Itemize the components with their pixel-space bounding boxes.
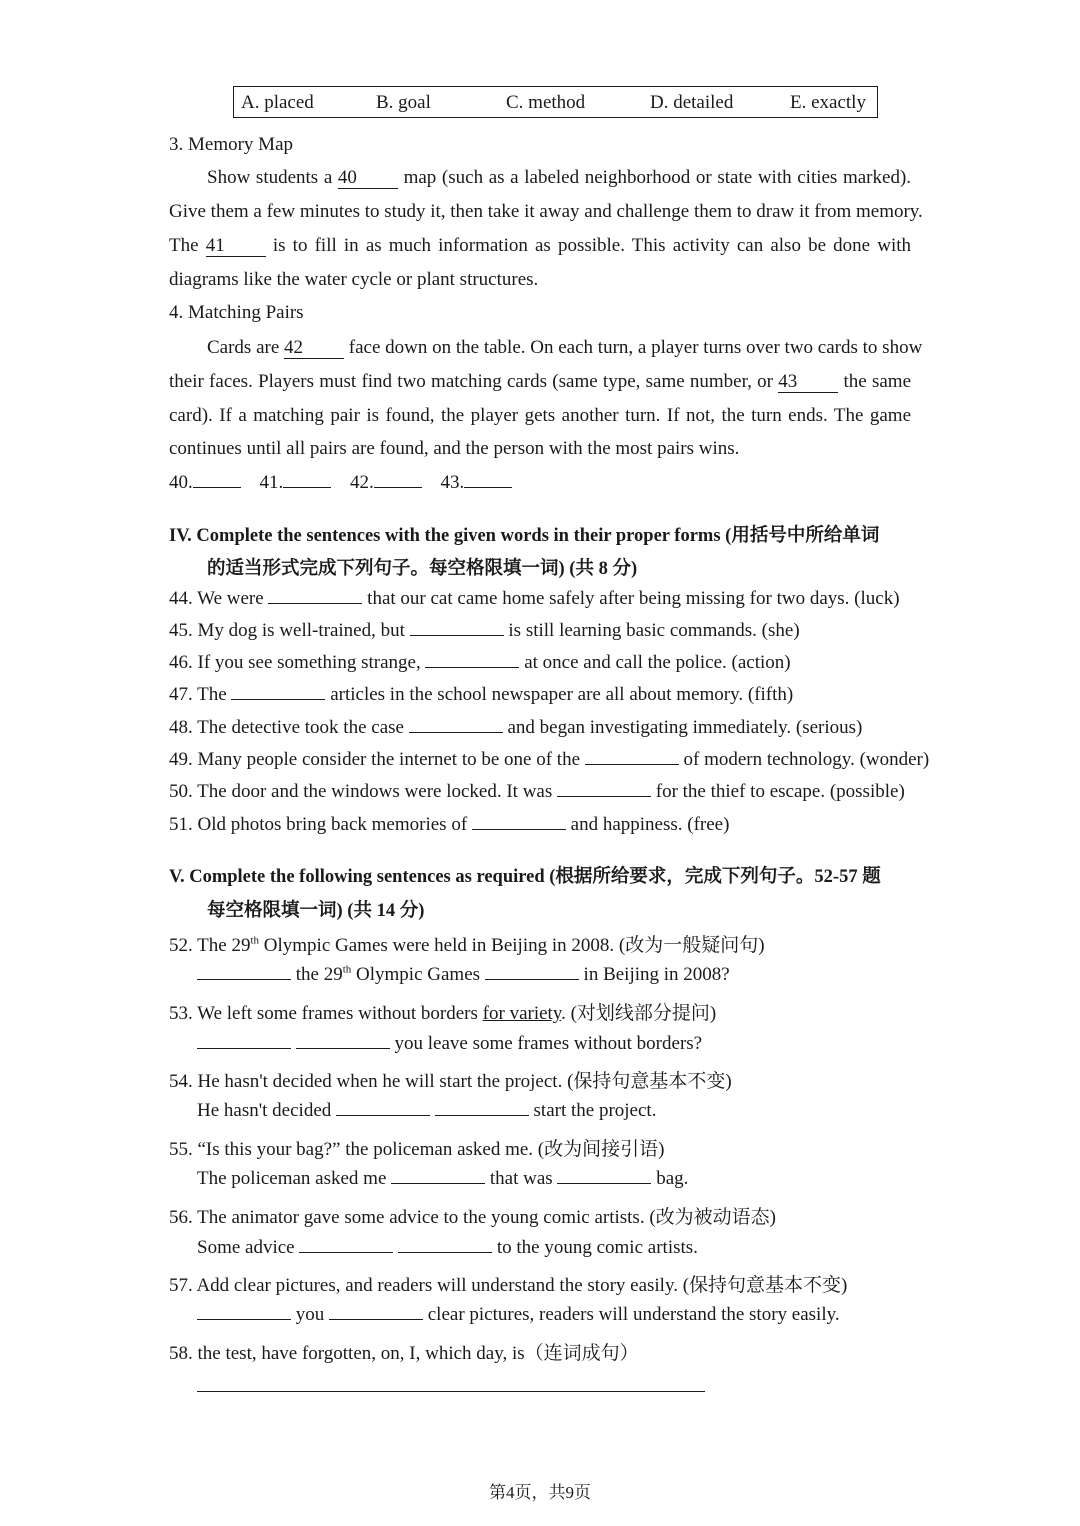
memory-map-heading: 3. Memory Map <box>169 134 294 155</box>
answer-blank[interactable] <box>409 732 503 733</box>
section-5-title: V. Complete the following sentences as required (根据所给要求，完成下列句子。52-57 题 <box>169 867 881 887</box>
memory-map-line-2: Give them a few minutes to study it, then take it away and challenge them to draw it from memory. <box>169 201 923 222</box>
answer-blank-41[interactable] <box>283 487 331 488</box>
answer-54: He hasn't decided start the project. <box>197 1100 657 1121</box>
answer-blank[interactable] <box>472 829 566 830</box>
question-48: 48. The detective took the case and began investigating immediately. (serious) <box>169 717 863 738</box>
matching-pairs-line-3: card). If a matching pair is found, the player gets another turn. If not, the turn ends. The game <box>169 405 911 426</box>
question-46: 46. If you see something strange, at once and call the police. (action) <box>169 652 791 673</box>
blank-41: 41 <box>206 236 266 257</box>
word-option: C. method <box>506 92 586 113</box>
blank-43: 43 <box>778 372 838 393</box>
answer-blank[interactable] <box>231 699 325 700</box>
answer-blank[interactable] <box>336 1115 430 1116</box>
answer-blank[interactable] <box>299 1252 393 1253</box>
memory-map-line-1: Show students a 40 map (such as a labeled neighborhood or state with cities marked). <box>207 167 912 188</box>
section-5-title-cont: 每空格限填一词) (共 14 分) <box>207 901 425 921</box>
answer-52: the 29th Olympic Games in Beijing in 2008? <box>197 964 730 986</box>
answer-blank[interactable] <box>197 979 291 980</box>
answer-55: The policeman asked me that was bag. <box>197 1168 689 1189</box>
question-49: 49. Many people consider the internet to be one of the of modern technology. (wonder) <box>169 749 930 770</box>
question-57: 57. Add clear pictures, and readers will understand the story easily. (保持句意基本不变) <box>169 1275 848 1296</box>
question-45: 45. My dog is well-trained, but is still learning basic commands. (she) <box>169 620 800 641</box>
answer-blank[interactable] <box>296 1048 390 1049</box>
memory-map-line-3: The 41 is to fill in as much information as possible. This activity can also be done with <box>169 235 912 256</box>
answer-blank[interactable] <box>485 979 579 980</box>
answer-blank[interactable] <box>425 667 519 668</box>
answer-blank-42[interactable] <box>374 487 422 488</box>
matching-pairs-heading: 4. Matching Pairs <box>169 302 304 323</box>
question-55: 55. “Is this your bag?” the policeman asked me. (改为间接引语) <box>169 1139 665 1160</box>
word-option: A. placed <box>241 92 314 113</box>
section-4-title-cont: 的适当形式完成下列句子。每空格限填一词) (共 8 分) <box>207 559 638 579</box>
answer-57: you clear pictures, readers will understand the story easily. <box>197 1304 840 1326</box>
word-option: E. exactly <box>790 92 866 113</box>
question-53: 53. We left some frames without borders for variety. (对划线部分提问) <box>169 1003 717 1024</box>
matching-pairs-line-1: Cards are 42 face down on the table. On each turn, a player turns over two cards to show <box>207 337 923 358</box>
answer-53: you leave some frames without borders? <box>197 1033 702 1055</box>
question-54: 54. He hasn't decided when he will start the project. (保持句意基本不变) <box>169 1071 732 1092</box>
word-option: B. goal <box>376 92 431 113</box>
question-58: 58. the test, have forgotten, on, I, which day, is（连词成句） <box>169 1343 639 1364</box>
blank-40: 40 <box>338 168 398 189</box>
answer-blank[interactable] <box>197 1048 291 1049</box>
answer-blank[interactable] <box>391 1183 485 1184</box>
answer-blank[interactable] <box>268 603 362 604</box>
answer-blank[interactable] <box>585 764 679 765</box>
answer-56: Some advice to the young comic artists. <box>197 1237 698 1258</box>
answer-blank[interactable] <box>557 796 651 797</box>
question-52: 52. The 29th Olympic Games were held in Beijing in 2008. (改为一般疑问句) <box>169 934 765 956</box>
blank-42: 42 <box>284 338 344 359</box>
matching-pairs-line-4: continues until all pairs are found, and the person with the most pairs wins. <box>169 438 740 459</box>
page-number: 第4页，共9页 <box>489 1483 591 1502</box>
answer-blank-row: 40. 41. 42. 43. <box>169 472 512 494</box>
word-option: D. detailed <box>650 92 734 113</box>
answer-blank-40[interactable] <box>193 487 241 488</box>
answer-blank[interactable] <box>435 1115 529 1116</box>
question-50: 50. The door and the windows were locked. It was for the thief to escape. (possible) <box>169 781 905 802</box>
answer-blank[interactable] <box>557 1183 651 1184</box>
answer-blank-43[interactable] <box>464 487 512 488</box>
memory-map-line-4: diagrams like the water cycle or plant structures. <box>169 269 539 290</box>
answer-blank[interactable] <box>197 1319 291 1320</box>
word-bank-box <box>233 86 878 118</box>
answer-blank[interactable] <box>410 635 504 636</box>
matching-pairs-line-2: their faces. Players must find two matching cards (same type, same number, or 43 the same <box>169 371 912 392</box>
answer-blank[interactable] <box>398 1252 492 1253</box>
answer-blank[interactable] <box>329 1319 423 1320</box>
section-4-title: IV. Complete the sentences with the given words in their proper forms (用括号中所给单词 <box>169 526 880 546</box>
question-44: 44. We were that our cat came home safely after being missing for two days. (luck) <box>169 588 900 609</box>
question-56: 56. The animator gave some advice to the young comic artists. (改为被动语态) <box>169 1207 776 1228</box>
answer-line-58[interactable] <box>197 1391 705 1392</box>
question-51: 51. Old photos bring back memories of and happiness. (free) <box>169 814 730 835</box>
question-47: 47. The articles in the school newspaper are all about memory. (fifth) <box>169 684 794 705</box>
